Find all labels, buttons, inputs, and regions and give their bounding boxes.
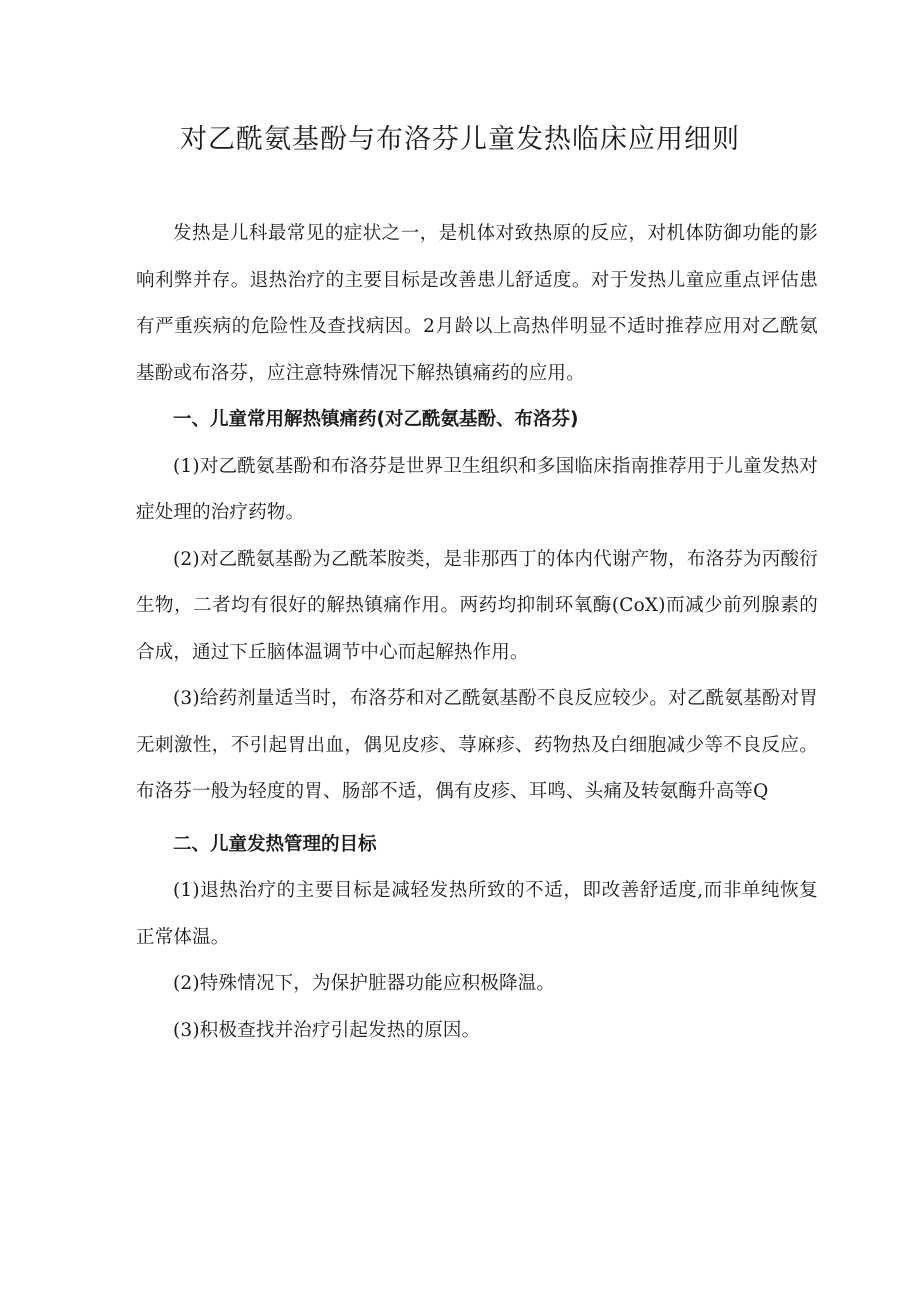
section-1-item-2: (2)对乙酰氨基酚为乙酰苯胺类，是非那西丁的体内代谢产物，布洛芬为丙酸衍生物，二者均有很好的解热镇痛作用。两药均抑制环氧酶(CoX)而减少前列腺素的合成，通过下丘脑体温调节中心而起解热作用。 <box>136 548 818 663</box>
document-body <box>136 211 818 1054</box>
section-1-heading: 一、儿童常用解热镇痛药(对乙酰氨基酚、布洛芬) <box>173 409 579 430</box>
intro-paragraph: 发热是儿科最常见的症状之一，是机体对致热原的反应，对机体防御功能的影响利弊并存。退热治疗的主要目标是改善患儿舒适度。对于发热儿童应重点评估患有严重疾病的危险性及查找病因。2月龄以上高热伴明显不适时推荐应用对乙酰氨基酚或布洛芬，应注意特殊情况下解热镇痛药的应用。 <box>136 223 818 384</box>
section-2-item-1: (1)退热治疗的主要目标是减轻发热所致的不适，即改善舒适度,而非单纯恢复正常体温。 <box>136 880 818 948</box>
section-2-item-3: (3)积极查找并治疗引起发热的原因。 <box>173 1019 481 1041</box>
section-1-item-1: (1)对乙酰氨基酚和布洛芬是世界卫生组织和多国临床指南推荐用于儿童发热对症处理的治疗药物。 <box>136 455 818 523</box>
section-2-item-2: (2)特殊情况下，为保护脏器功能应积极降温。 <box>173 973 556 994</box>
document-title: 对乙酰氨基酚与布洛芬儿童发热临床应用细则 <box>180 124 740 155</box>
section-1-item-3: (3)给药剂量适当时，布洛芬和对乙酰氨基酚不良反应较少。对乙酰氨基酚对胃无刺激性，不引起胃出血，偶见皮疹、荨麻疹、药物热及白细胞减少等不良反应。布洛芬一般为轻度的胃、肠部不适，偶有皮疹、耳鸣、头痛及转氨酶升高等Q <box>136 688 818 802</box>
section-2-heading: 二、儿童发热管理的目标 <box>173 833 377 855</box>
